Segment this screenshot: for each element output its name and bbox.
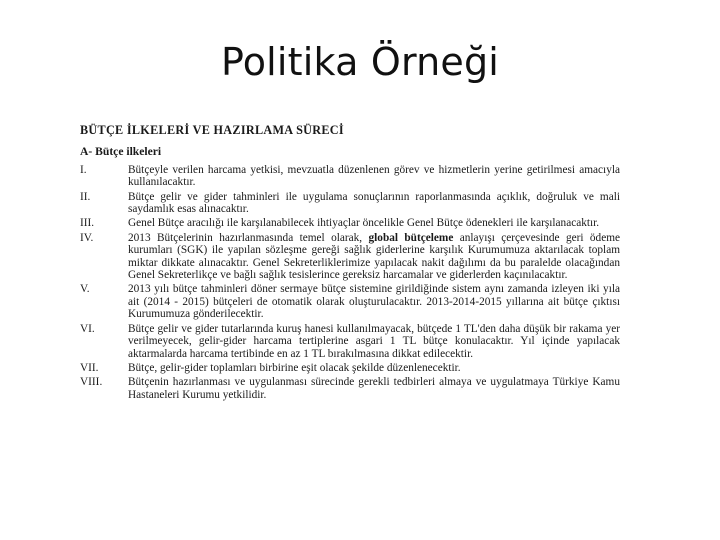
principle-item-7 [80,362,620,374]
document-subheading: A- Bütçe ilkeleri [80,145,162,159]
principle-item-4 [80,232,620,282]
scanned-document [80,124,620,403]
principle-text: Genel Bütçe aracılığı ile karşılanabilecek ihtiyaçlar öncelikle Genel Bütçe ödenekleri ile karşılanacaktır. [128,217,600,230]
principle-number: I. [80,163,87,176]
principle-text: Bütçeyle verilen harcama yetkisi, mevzuatla düzenlenen görev ve hizmetlerin yerine getirilmesi amacıyla kullanılacaktır. [128,163,620,189]
principle-number: VIII. [80,376,103,389]
principle-number: V. [80,283,90,296]
principle-item-5 [80,283,620,320]
principle-number: VI. [80,322,95,335]
principle-item-8 [80,376,620,401]
principle-number: IV. [80,231,94,244]
principle-number: III. [80,217,95,230]
principle-text [128,232,620,282]
principle-text: Bütçenin hazırlanması ve uygulanması sürecinde gerekli tedbirleri almaya ve uygulatmaya Türkiye Kamu Hastaneleri Kurumu yetkilidir. [128,376,620,401]
principle-text: Bütçe, gelir-gider toplamları birbirine eşit olacak şekilde düzenlenecektir. [128,361,461,374]
principle-item-3 [80,217,620,229]
principle-number: VII. [80,361,99,374]
principle-text: Bütçe gelir ve gider tahminleri ile uygulama sonuçlarının raporlanmasında açıklık, doğruluk ve mali saydamlık esas alınacaktır. [128,190,620,216]
principle-item-6 [80,323,620,360]
principle-item-1 [80,164,620,189]
principle-bold-term: global bütçeleme [368,231,454,244]
principle-text: Bütçe gelir ve gider tutarlarında kuruş hanesi kullanılmayacak, bütçede 1 TL'den daha düşük bir rakama yer verilmeyecek, gelir-gider harcama tertiplerine asgari 1 TL bütçe konulacaktır. Yıl içinde yapılacak aktarmalarda harcama tertibinde en az 1 TL bırakılmasına dikkat edilecektir. [128,322,620,360]
principle-text-before: 2013 Bütçelerinin hazırlanmasında temel olarak, [128,231,369,244]
slide-title: Politika Örneği [220,40,500,84]
principle-number: II. [80,190,91,203]
principle-item-2 [80,191,620,216]
principle-text: 2013 yılı bütçe tahminleri döner sermaye bütçe sistemine girildiğinde sistem aynı zamanda izleyen iki yıla ait (2014 - 2015) bütçeleri de otomatik olarak oluşturulacaktır. 2013-2014-2015 yıllarına ait bütçe çıktısı Kurumumuza gönderilecektir. [128,283,620,321]
document-heading: BÜTÇE İLKELERİ VE HAZIRLAMA SÜRECİ [80,123,344,137]
principle-text-after: anlayışı çerçevesinde geri ödeme kurumları (SGK) ile yapılan sözleşme gereği sağlık giderlerine karşılık Kurumumuza aktarılacak toplam miktar dikkate alınacaktır. Genel Sekreterliklerimize yapılacak nakit dağılımı da bu paralelde olacağından Genel Sekreterlikçe ve bağlı sağlık tesislerince gereksiz harcamalar ve giderlerden kaçınılacaktır. [128,231,621,282]
